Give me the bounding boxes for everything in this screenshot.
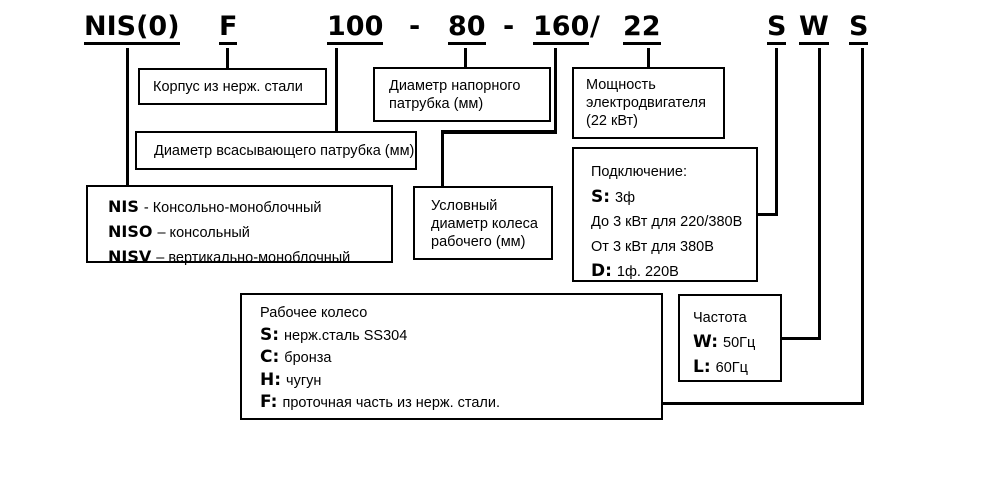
series-key: NISV <box>108 247 152 266</box>
connection-title: Подключение: <box>591 164 687 180</box>
impeller-value: бронза <box>284 350 332 366</box>
series-key: NISO <box>108 222 153 241</box>
connection-box <box>572 147 758 282</box>
impeller-value: чугун <box>286 372 322 389</box>
motor-power-box <box>572 67 725 139</box>
impeller-diameter-box <box>413 186 553 260</box>
impeller-box <box>240 293 663 420</box>
connector-impeller-line-v <box>861 48 864 405</box>
frequency-item <box>693 330 780 355</box>
impeller-item <box>260 370 661 393</box>
housing-box <box>138 68 327 105</box>
code-impeller-diameter: 160 <box>533 11 589 45</box>
frequency-key: L: <box>693 357 711 377</box>
impeller-item <box>260 325 661 348</box>
connection-item <box>591 235 756 260</box>
code-slash: / <box>590 11 600 42</box>
impeller-item <box>260 392 661 415</box>
connector-housing-line <box>226 48 229 68</box>
code-connection: S <box>767 11 786 45</box>
motor-power-label: Мощность электродвигателя (22 кВт) <box>586 77 706 129</box>
connection-item <box>591 185 756 211</box>
code-series: NIS(0) <box>84 11 180 45</box>
impeller-item <box>260 347 661 370</box>
suction-diameter-box <box>135 131 417 170</box>
discharge-diameter-label: Диаметр напорного патрубка (мм) <box>389 78 521 112</box>
frequency-value: 50Гц <box>723 335 756 351</box>
code-impeller-material: S <box>849 11 868 45</box>
series-item <box>108 245 391 270</box>
frequency-key: W: <box>693 332 719 352</box>
connection-key: S: <box>591 186 611 207</box>
series-key: NIS <box>108 197 139 216</box>
frequency-item <box>693 355 780 380</box>
impeller-key: H: <box>260 369 282 390</box>
impeller-key: F: <box>260 392 278 412</box>
frequency-box <box>678 294 782 382</box>
code-dash-2: - <box>503 11 515 42</box>
code-housing: F <box>219 11 237 45</box>
impeller-value: проточная часть из нерж. стали. <box>282 395 501 411</box>
connection-value: 1ф. 220В <box>616 264 679 280</box>
impeller-key: S: <box>260 324 280 345</box>
impeller-diameter-label: Условный диаметр колеса рабочего (мм) <box>431 198 539 250</box>
connector-suction-line <box>335 48 338 132</box>
series-value: – вертикально-моноблочный <box>156 250 351 266</box>
connection-item <box>591 210 756 235</box>
connection-value: От 3 кВт для 380В <box>591 238 714 255</box>
connector-discharge-line <box>464 48 467 68</box>
series-box <box>86 185 393 266</box>
code-dash-1: - <box>409 11 421 42</box>
code-discharge-diameter: 80 <box>448 11 486 45</box>
frequency-title: Частота <box>693 310 747 326</box>
connector-impeller-line-h <box>660 402 864 405</box>
connector-power-line <box>647 48 650 68</box>
impeller-key: C: <box>260 347 280 367</box>
connector-impeller-diameter-line-v1 <box>554 48 557 134</box>
connector-connection-line-h <box>756 213 778 216</box>
discharge-diameter-box <box>373 67 551 122</box>
series-item <box>108 220 391 245</box>
connector-impeller-diameter-line-h <box>441 130 557 134</box>
connector-frequency-line-v <box>818 48 821 340</box>
connection-value: 3ф <box>615 189 636 206</box>
code-suction-diameter: 100 <box>327 11 383 45</box>
frequency-value: 60Гц <box>715 360 748 376</box>
connector-frequency-line-h <box>780 337 821 340</box>
series-item <box>108 195 391 220</box>
code-frequency: W <box>799 11 829 45</box>
connector-series-line <box>126 48 129 185</box>
code-motor-power: 22 <box>623 11 661 45</box>
connection-key: D: <box>591 261 612 281</box>
impeller-title: Рабочее колесо <box>260 305 368 321</box>
connector-connection-line-v <box>775 48 778 216</box>
impeller-value: нерж.сталь SS304 <box>284 327 408 344</box>
connector-impeller-diameter-line-v2 <box>441 130 444 187</box>
series-value: - Консольно-моноблочный <box>143 200 322 216</box>
suction-diameter-label: Диаметр всасывающего патрубка (мм) <box>154 142 415 159</box>
connection-value: До 3 кВт для 220/380В <box>591 214 743 230</box>
connection-item <box>591 259 756 285</box>
series-value: – консольный <box>157 225 250 241</box>
housing-label: Корпус из нерж. стали <box>153 78 303 95</box>
